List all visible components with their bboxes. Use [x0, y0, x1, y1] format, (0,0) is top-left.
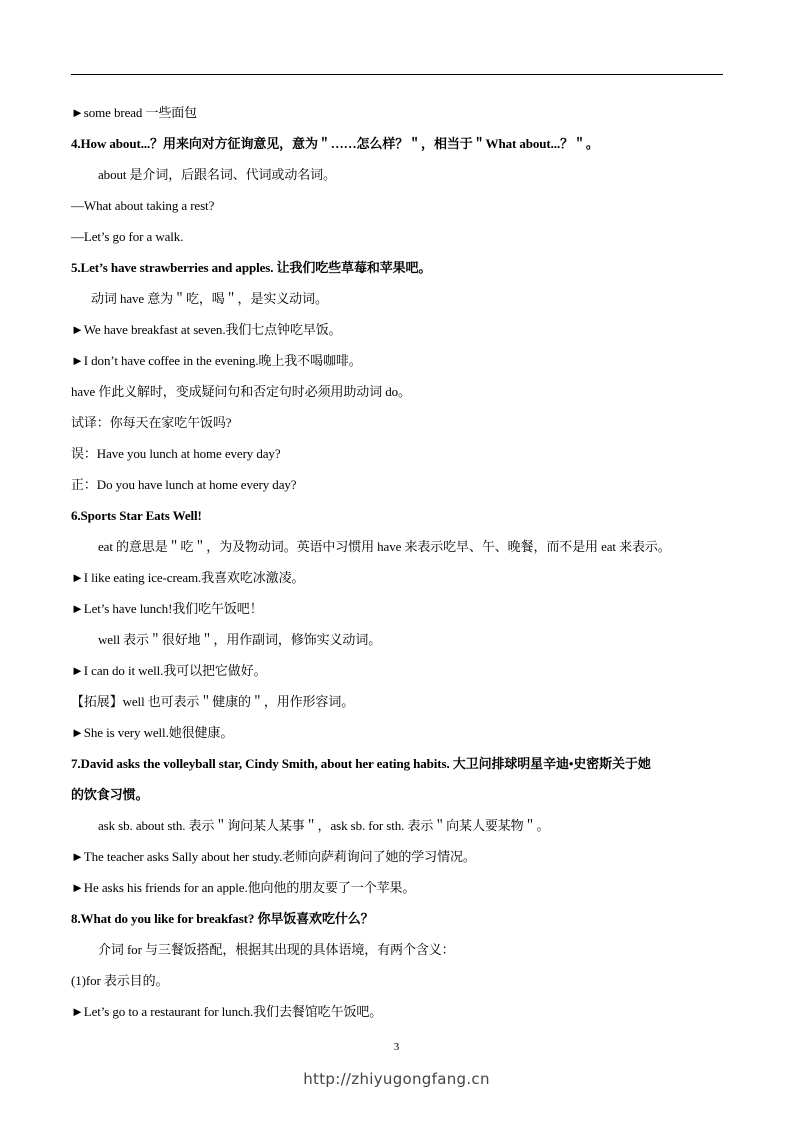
text-line: (1)for 表示目的。	[71, 973, 169, 988]
text-line: 正：Do you have lunch at home every day?	[71, 477, 297, 492]
page-number: 3	[393, 1041, 400, 1053]
text-line: ►I don’t have coffee in the evening.晚上我不喝咖啡。	[71, 353, 362, 368]
text-line: 介词 for 与三餐饭搭配，根据其出现的具体语境，有两个含义：	[98, 942, 455, 957]
text-line: ►Let’s go to a restaurant for lunch.我们去餐馆吃午饭吧。	[71, 1004, 383, 1019]
section-heading: 6.Sports Star Eats Well!	[71, 508, 202, 523]
section-heading: 5.Let’s have strawberries and apples. 让我们吃些草莓和苹果吧。	[71, 260, 432, 275]
section-heading: 8.What do you like for breakfast? 你早饭喜欢吃什么？	[71, 911, 374, 926]
header-rule	[71, 74, 723, 75]
text-line: 【拓展】well 也可表示＂健康的＂，用作形容词。	[71, 694, 355, 709]
text-line: ►We have breakfast at seven.我们七点钟吃早饭。	[71, 322, 342, 337]
section-heading-continued: 的饮食习惯。	[71, 787, 149, 802]
text-line: ►Let’s have lunch!我们吃午饭吧！	[71, 601, 263, 616]
text-line: eat 的意思是＂吃＂，为及物动词。英语中习惯用 have 来表示吃早、午、晚餐，而不是用 eat 来表示。	[98, 539, 671, 554]
section-heading: 7.David asks the volleyball star, Cindy Smith, about her eating habits. 大卫问排球明星辛迪•史密斯关于她	[71, 756, 651, 771]
text-line: ►some bread 一些面包	[71, 105, 198, 120]
text-line: ►He asks his friends for an apple.他向他的朋友要了一个苹果。	[71, 880, 416, 895]
section-heading: 4.How about...？用来向对方征询意见，意为＂……怎么样？＂，相当于＂What about...？＂。	[71, 136, 599, 151]
footer-url: http://zhiyugongfang.cn	[303, 1070, 490, 1088]
text-line: 试译：你每天在家吃午饭吗?	[71, 415, 232, 430]
document-body	[71, 97, 726, 1027]
text-line: ►She is very well.她很健康。	[71, 725, 234, 740]
text-line: well 表示＂很好地＂，用作副词，修饰实义动词。	[98, 632, 382, 647]
text-line: ask sb. about sth. 表示＂询问某人某事＂，ask sb. for sth. 表示＂向某人要某物＂。	[98, 818, 550, 833]
text-line: about 是介词，后跟名词、代词或动名词。	[98, 167, 336, 182]
text-line: —Let’s go for a walk.	[71, 229, 184, 244]
text-line: ►I can do it well.我可以把它做好。	[71, 663, 267, 678]
text-line: 动词 have 意为＂吃，喝＂，是实义动词。	[91, 291, 328, 306]
text-line: have 作此义解时，变成疑问句和否定句时必须用助动词 do。	[71, 384, 411, 399]
text-line: ►I like eating ice-cream.我喜欢吃冰激凌。	[71, 570, 305, 585]
text-line: 误：Have you lunch at home every day?	[71, 446, 281, 461]
text-line: —What about taking a rest?	[71, 198, 215, 213]
text-line: ►The teacher asks Sally about her study.老师向萨莉询问了她的学习情况。	[71, 849, 476, 864]
